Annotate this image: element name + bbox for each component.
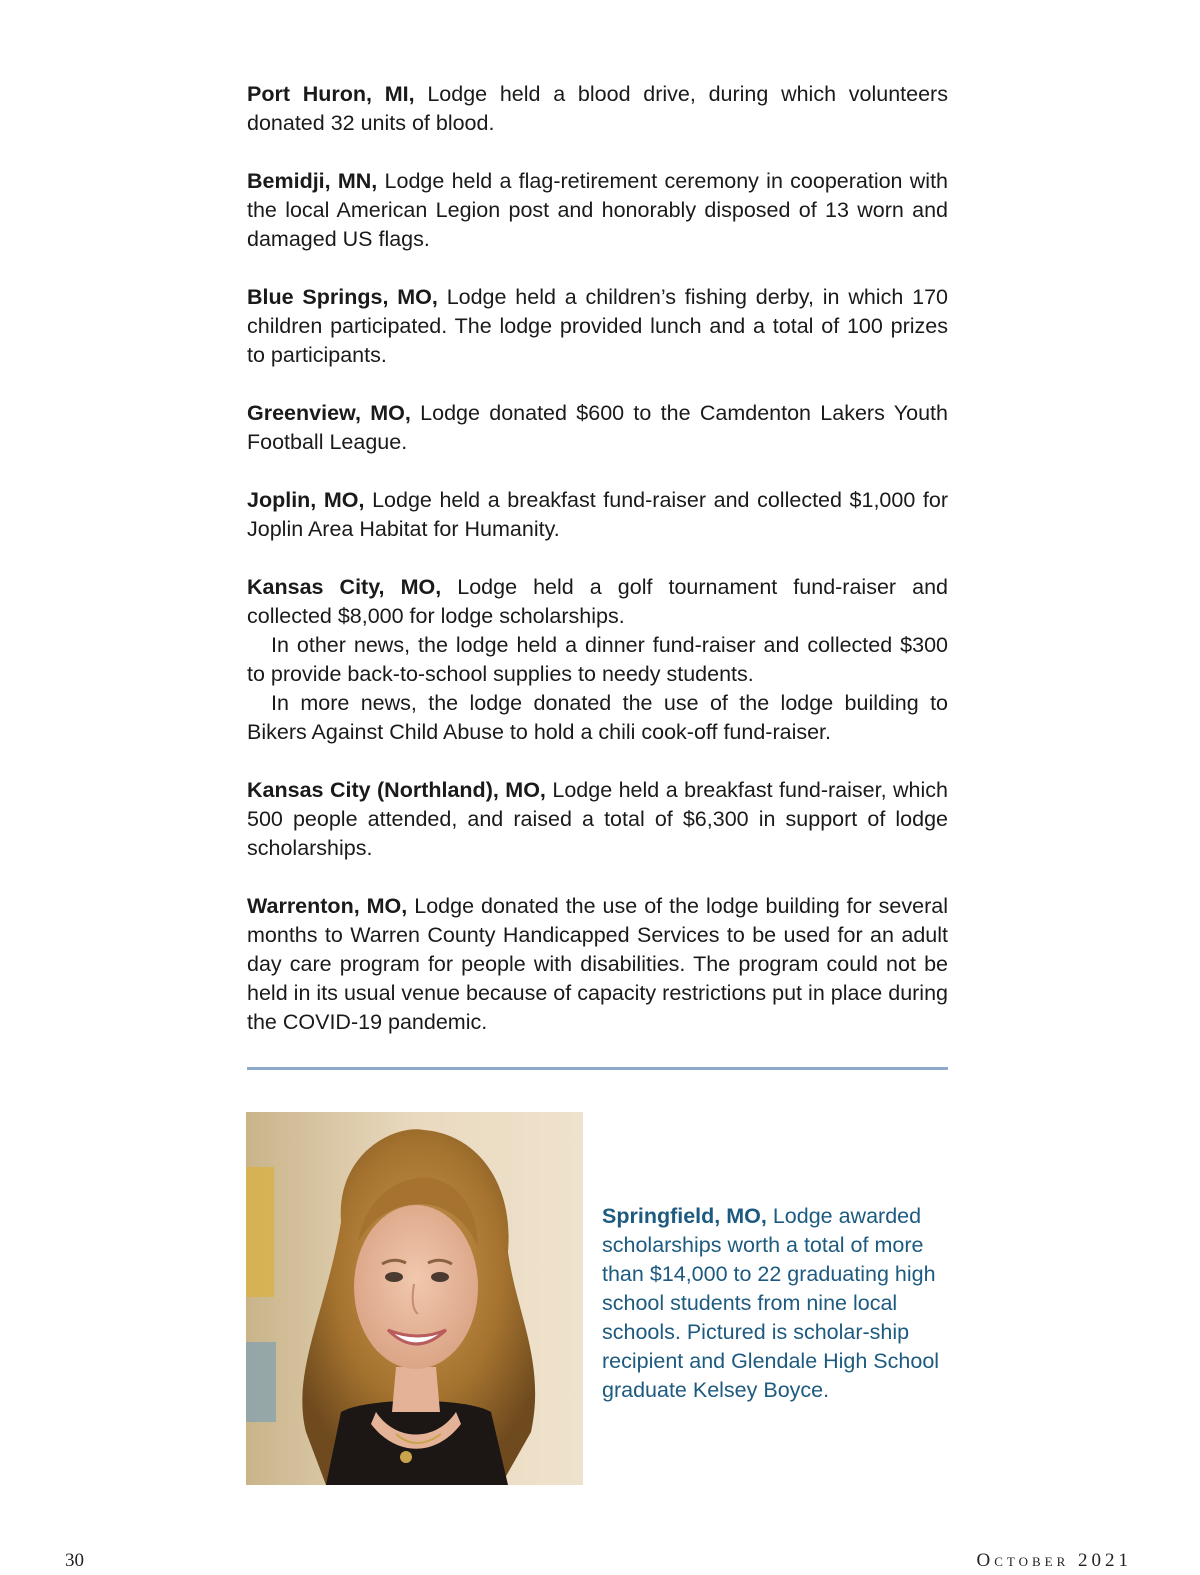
page-number: 30	[65, 1550, 84, 1571]
news-entry-warrenton	[247, 892, 948, 1037]
entry-location: Port Huron, MI,	[247, 82, 415, 106]
entry-text: Lodge held a breakfast fund-raiser, which 500 people attended, and raised a total of $6,300 in support of lodge scholarships.	[247, 778, 948, 860]
entry-text: Lodge donated the use of the lodge building for several months to Warren County Handicapped Services to be used for an adult day care program for people with disabilities. The program could not be held in its usual venue because of capacity restrictions put in place during the COVID-19 pandemic.	[247, 894, 948, 1034]
entry-location: Warrenton, MO,	[247, 894, 408, 918]
entry-location: Kansas City, MO,	[247, 575, 442, 599]
recipient-photo	[246, 1112, 583, 1485]
caption-text: Lodge awarded scholarships worth a total of more than $14,000 to 22 graduating high school students from nine local schools. Pictured is scholar-ship recipient and Glendale High School graduate Kelsey Boyce.	[602, 1204, 940, 1402]
entry-text: Lodge held a flag-retirement ceremony in cooperation with the local American Legion post and honorably disposed of 13 worn and damaged US flags.	[247, 169, 948, 251]
entry-text: Lodge held a blood drive, during which volunteers donated 32 units of blood.	[247, 82, 948, 135]
entry-location: Bemidji, MN,	[247, 169, 378, 193]
news-entry-kansas-city-northland	[247, 776, 948, 863]
section-divider	[247, 1067, 948, 1070]
caption-location: Springfield, MO,	[602, 1204, 767, 1228]
entry-text-continued: In other news, the lodge held a dinner fund-raiser and collected $300 to provide back-to-school supplies to needy students.	[247, 633, 948, 686]
news-entry-joplin	[247, 486, 948, 544]
news-column	[247, 80, 948, 1066]
news-entry-kansas-city	[247, 573, 948, 747]
entry-text: Lodge held a golf tournament fund-raiser and collected $8,000 for lodge scholarships.	[247, 575, 948, 628]
news-entry-bemidji	[247, 167, 948, 254]
news-entry-greenview	[247, 399, 948, 457]
news-entry-blue-springs	[247, 283, 948, 370]
entry-text: Lodge held a children’s fishing derby, in which 170 children participated. The lodge provided lunch and a total of 100 prizes to participants.	[247, 285, 948, 367]
entry-text: Lodge held a breakfast fund-raiser and collected $1,000 for Joplin Area Habitat for Humanity.	[247, 488, 948, 541]
issue-date: October 2021	[976, 1550, 1132, 1571]
photo-caption	[602, 1202, 950, 1405]
news-entry-port-huron	[247, 80, 948, 138]
entry-text-continued: In more news, the lodge donated the use of the lodge building to Bikers Against Child Abuse to hold a chili cook-off fund-raiser.	[247, 691, 948, 744]
entry-text: Lodge donated $600 to the Camdenton Lakers Youth Football League.	[247, 401, 948, 454]
entry-location: Greenview, MO,	[247, 401, 411, 425]
entry-location: Joplin, MO,	[247, 488, 365, 512]
entry-location: Blue Springs, MO,	[247, 285, 438, 309]
entry-location: Kansas City (Northland), MO,	[247, 778, 546, 802]
